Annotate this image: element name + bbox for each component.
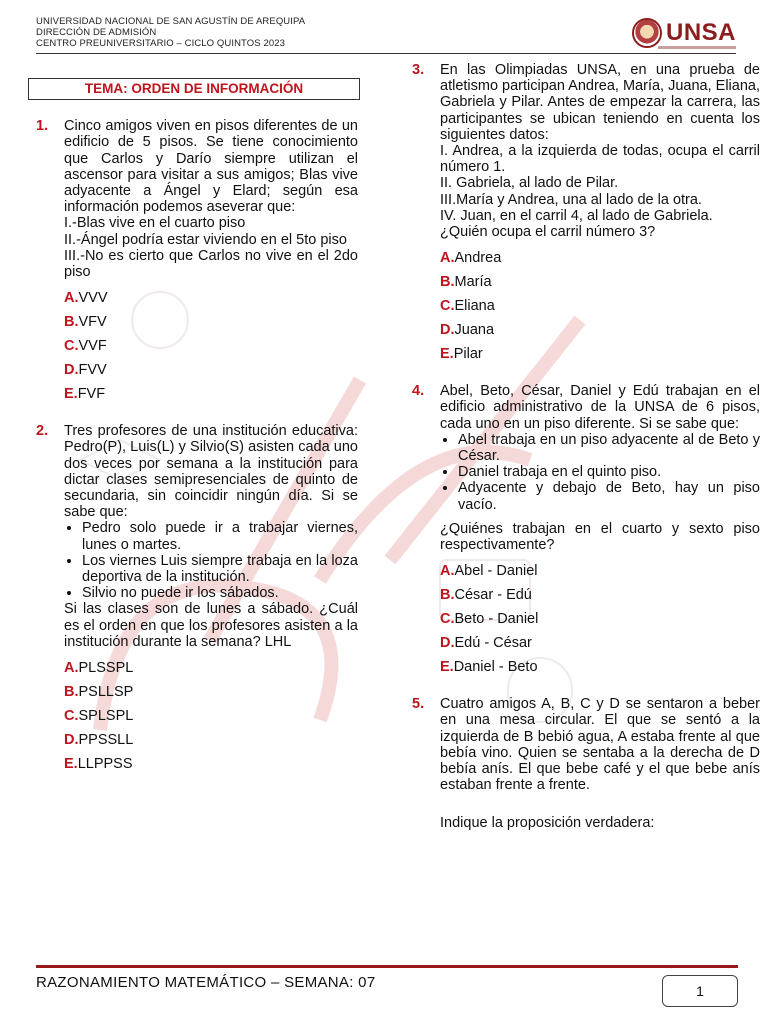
question-2 bbox=[36, 423, 358, 779]
page-footer bbox=[36, 965, 738, 999]
option-c: C.Eliana bbox=[440, 298, 495, 315]
clue-3: III.María y Andrea, una al lado de la otra. bbox=[440, 191, 702, 208]
conditions-list bbox=[440, 432, 760, 513]
footer-divider bbox=[36, 965, 738, 968]
statement-1: I.-Blas vive en el cuarto piso bbox=[64, 215, 246, 232]
question-number: 3. bbox=[412, 62, 425, 78]
condition-item: • Adyacente y debajo de Beto, hay un piso vacío. bbox=[458, 480, 760, 512]
logo-underline bbox=[658, 46, 736, 49]
question-text: Abel, Beto, César, Daniel y Edú trabajan en el edificio administrativo de la UNSA de 6 pisos, cada uno en un piso diferente. Si se sabe que: bbox=[440, 383, 760, 432]
topic-title: TEMA: ORDEN DE INFORMACIÓN bbox=[28, 78, 360, 100]
option-e: E.Daniel - Beto bbox=[440, 659, 538, 676]
question-number: 1. bbox=[36, 118, 49, 135]
question-prompt: Indique la proposición verdadera: bbox=[440, 815, 655, 832]
option-e: E.LLPPSS bbox=[64, 756, 133, 773]
option-e: E.Pilar bbox=[440, 346, 483, 363]
option-b: B.VFV bbox=[64, 314, 107, 331]
course-week-label: RAZONAMIENTO MATEMÁTICO – SEMANA: 07 bbox=[36, 974, 376, 991]
condition-item: • Daniel trabaja en el quinto piso. bbox=[458, 464, 760, 480]
university-seal-icon bbox=[632, 18, 662, 48]
options-list bbox=[64, 659, 358, 779]
question-number: 2. bbox=[36, 423, 49, 440]
option-e: E.FVF bbox=[64, 386, 106, 403]
statement-3: III.-No es cierto que Carlos no vive en el 2do piso bbox=[64, 247, 358, 281]
option-a: A.PLSSPL bbox=[64, 660, 134, 677]
options-list bbox=[64, 289, 358, 409]
page-header bbox=[36, 16, 736, 54]
question-text: En las Olimpiadas UNSA, en una prueba de atletismo participan Andrea, María, Juana, Eliana, Gabriela y Pilar. Antes de empezar la carrera, las participantes se ubican teniendo en cuenta los siguientes datos: bbox=[440, 62, 760, 143]
question-prompt: ¿Quiénes trabajan en el cuarto y sexto piso respectivamente? bbox=[440, 520, 760, 554]
left-column bbox=[36, 78, 358, 793]
option-d: D.Juana bbox=[440, 322, 495, 339]
option-b: B.PSLLSP bbox=[64, 684, 134, 701]
option-d: D.PPSSLL bbox=[64, 732, 134, 749]
options-list bbox=[440, 562, 760, 682]
header-divider bbox=[36, 53, 736, 54]
question-text: Cinco amigos viven en pisos diferentes de un edificio de 5 pisos. Se tiene conocimiento que Carlos y Darío siempre utilizan el ascensor para visitar a sus amigos; Blas vive adyacente a Ángel y Elard; según esa información podemos aseverar que: bbox=[64, 118, 358, 216]
question-3 bbox=[412, 62, 760, 369]
option-b: B.María bbox=[440, 274, 492, 291]
clue-1: I. Andrea, a la izquierda de todas, ocupa el carril número 1. bbox=[440, 143, 760, 176]
department-name: DIRECCIÓN DE ADMISIÓN bbox=[36, 27, 157, 38]
clue-2: II. Gabriela, al lado de Pilar. bbox=[440, 175, 619, 192]
question-prompt: ¿Quién ocupa el carril número 3? bbox=[440, 224, 656, 241]
option-d: D.FVV bbox=[64, 362, 107, 379]
institution-name: UNIVERSIDAD NACIONAL DE SAN AGUSTÍN DE AREQUIPA bbox=[36, 16, 306, 27]
right-column bbox=[412, 62, 760, 846]
condition-item: • Los viernes Luis siempre trabaja en la loza deportiva de la institución. bbox=[82, 553, 358, 585]
cycle-name: CENTRO PREUNIVERSITARIO – CICLO QUINTOS 2023 bbox=[36, 38, 285, 49]
option-c: C.VVF bbox=[64, 338, 107, 355]
option-a: A.Abel - Daniel bbox=[440, 563, 538, 580]
options-list bbox=[440, 249, 760, 369]
question-4 bbox=[412, 383, 760, 682]
question-prompt: Si las clases son de lunes a sábado. ¿Cuál es el orden en que los profesores asisten a la institución durante la semana? LHL bbox=[64, 601, 358, 650]
condition-item: • Pedro solo puede ir a trabajar viernes, lunes o martes. bbox=[82, 520, 358, 552]
page-number: 1 bbox=[662, 975, 738, 1007]
question-number: 4. bbox=[412, 383, 425, 400]
option-c: C.SPLSPL bbox=[64, 708, 134, 725]
option-b: B.César - Edú bbox=[440, 587, 532, 604]
question-number: 5. bbox=[412, 696, 425, 713]
clue-4: IV. Juan, en el carril 4, al lado de Gabriela. bbox=[440, 207, 713, 224]
option-d: D.Edú - César bbox=[440, 635, 532, 652]
option-c: C.Beto - Daniel bbox=[440, 611, 539, 628]
statement-2: II.-Ángel podría estar viviendo en el 5to piso bbox=[64, 231, 347, 248]
question-1 bbox=[36, 118, 358, 409]
unsa-logo bbox=[632, 18, 736, 48]
logo-text: UNSA bbox=[665, 19, 736, 46]
question-5 bbox=[412, 696, 760, 831]
condition-item: • Abel trabaja en un piso adyacente al de Beto y César. bbox=[458, 432, 760, 464]
option-a: A.Andrea bbox=[440, 250, 502, 267]
option-a: A.VVV bbox=[64, 290, 108, 307]
question-text: Tres profesores de una institución educativa: Pedro(P), Luis(L) y Silvio(S) asisten cada uno dos veces por semana a la institución para dictar clases semipresenciales de quinto de secundaria, sin coincidir ningún día. Si se sabe que: bbox=[64, 423, 358, 521]
conditions-list bbox=[64, 520, 358, 601]
condition-item: • Silvio no puede ir los sábados. bbox=[82, 585, 358, 601]
question-text: Cuatro amigos A, B, C y D se sentaron a beber en una mesa circular. El que se sentó a la izquierda de B bebió agua, A estaba frente al que bebía vino. Quien se sentaba a la derecha de D bebía anís. El que bebe café y el que bebe anís estaban frente a frente. bbox=[440, 696, 760, 794]
